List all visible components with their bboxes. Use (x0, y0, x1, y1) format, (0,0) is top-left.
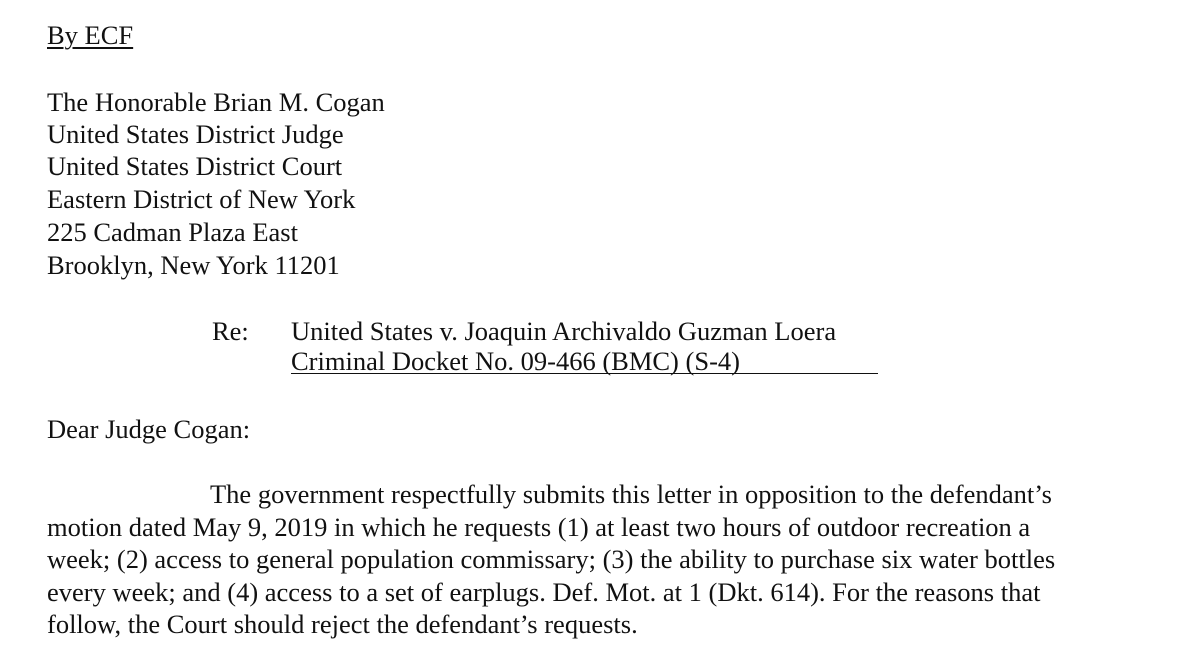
body-line: follow, the Court should reject the defendant’s requests. (47, 609, 638, 639)
body-line: every week; and (4) access to a set of earplugs. Def. Mot. at 1 (Dkt. 614). For the reasons that (47, 576, 1041, 607)
addressee-line: The Honorable Brian M. Cogan (47, 87, 385, 117)
body-paragraph (47, 478, 1117, 641)
body-line: week; (2) access to general population commissary; (3) the ability to purchase six water bottles (47, 544, 1056, 574)
re-label: Re: (212, 316, 249, 346)
addressee-line: Brooklyn, New York 11201 (47, 250, 340, 280)
addressee-line: United States District Court (47, 151, 343, 181)
body-line: motion dated May 9, 2019 in which he requests (1) at least two hours of outdoor recreation a (47, 511, 1031, 542)
body-line: The government respectfully submits this letter in opposition to the defendant’s (210, 479, 1052, 509)
docket-number: Criminal Docket No. 09-466 (BMC) (S-4) (291, 346, 740, 376)
docket-underline (291, 373, 878, 374)
addressee-line: Eastern District of New York (47, 184, 356, 214)
delivery-method: By ECF (47, 20, 134, 50)
case-caption: United States v. Joaquin Archivaldo Guzman Loera (291, 316, 837, 346)
addressee-line: 225 Cadman Plaza East (47, 217, 298, 247)
salutation: Dear Judge Cogan: (47, 414, 251, 444)
addressee-line: United States District Judge (47, 119, 344, 149)
